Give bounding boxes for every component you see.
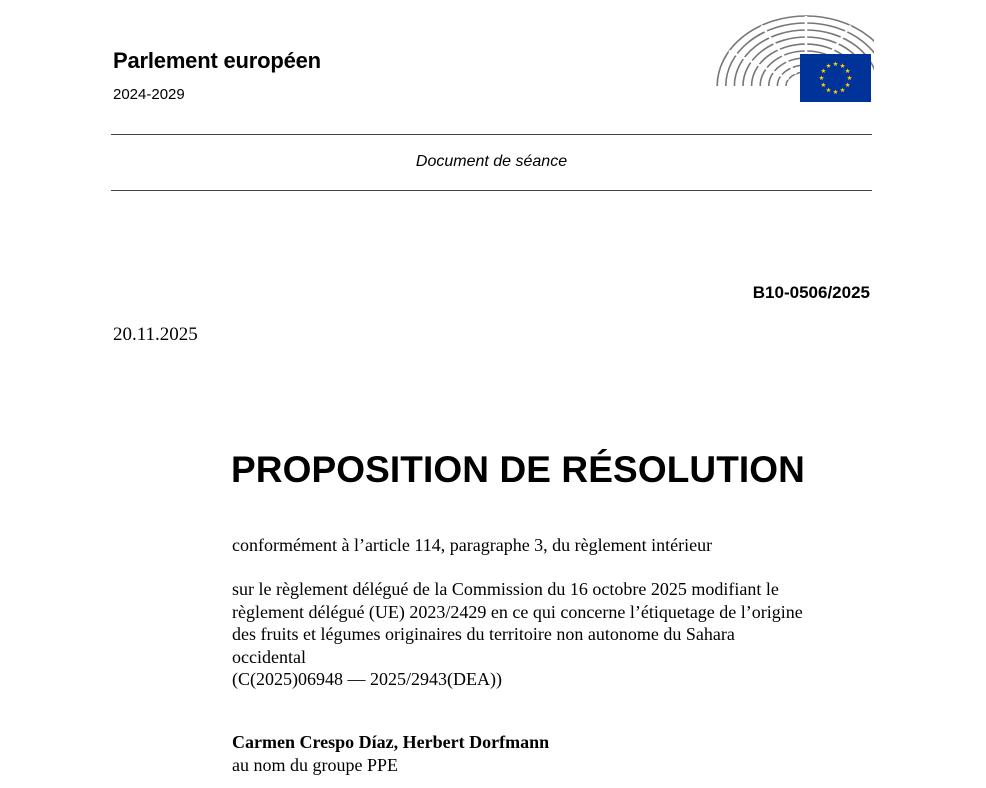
subject-line: sur le règlement délégué de la Commission du 16 octobre 2025 modifiant le [232, 579, 779, 599]
document-title: PROPOSITION DE RÉSOLUTION [231, 449, 805, 490]
parliamentary-term: 2024-2029 [113, 86, 185, 103]
institution-name: Parlement européen [113, 48, 321, 73]
resolution-subject [232, 578, 803, 691]
subject-line: des fruits et légumes originaires du territoire non autonome du Sahara [232, 624, 735, 644]
document-date: 20.11.2025 [113, 324, 198, 345]
document-type: Document de séance [415, 153, 568, 170]
subject-line: règlement délégué (UE) 2023/2429 en ce qui concerne l’étiquetage de l’origine [232, 601, 803, 622]
document-reference: B10-0506/2025 [752, 283, 870, 302]
subject-line: (C(2025)06948 — 2025/2943(DEA)) [232, 669, 502, 689]
political-group: au nom du groupe PPE [232, 755, 398, 775]
hemicycle-aisle [729, 51, 789, 79]
subject-line: occidental [232, 646, 306, 667]
european-parliament-logo [714, 14, 874, 106]
header-rule-bottom [111, 190, 872, 191]
header-rule-top [111, 134, 872, 135]
authors: Carmen Crespo Díaz, Herbert Dorfmann [232, 732, 550, 752]
legal-basis: conformément à l’article 114, paragraphe 3, du règlement intérieur [232, 535, 713, 555]
